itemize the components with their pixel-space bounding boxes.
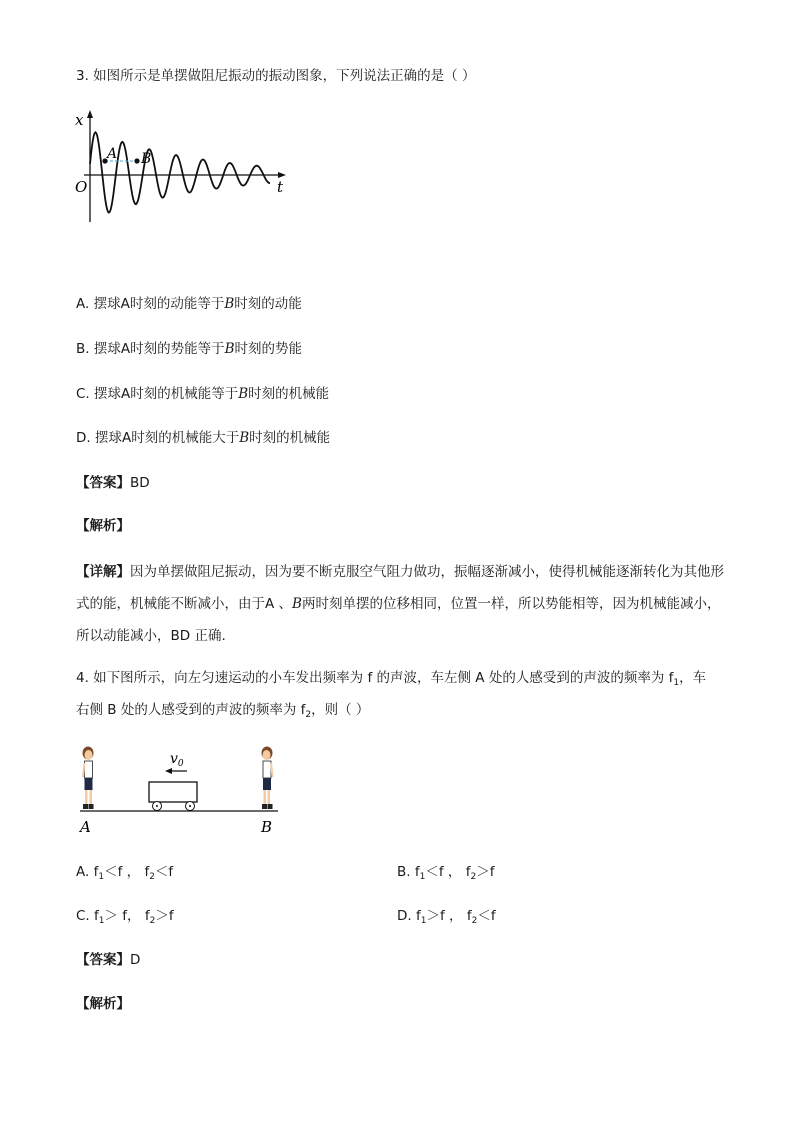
subscript: 1 — [673, 678, 680, 688]
x-axis-label: x — [75, 111, 84, 129]
detail-text: 因为单摆做阻尼振动，因为要不断克服空气阻力做功，振幅逐渐减小，使得机械能逐渐转化为其他形式的能，机械能不断减小，由于A 、 — [76, 564, 724, 612]
detail-text: 两时刻单摆的位移相同，位置一样，所以势能相等，因为机械能减小，所以动能减小，BD 正确. — [76, 596, 721, 644]
relation: ＜f ， — [104, 864, 141, 880]
q3-stem: 3. 如图所示是单摆做阻尼振动的振动图象，下列说法正确的是（ ） — [76, 68, 476, 84]
f-var: f — [466, 908, 472, 924]
subscript: 2 — [149, 916, 156, 926]
option-var: B — [224, 341, 235, 357]
q4-option-c[interactable] — [76, 906, 174, 931]
option-text: A. 摆球A时刻的动能等于 — [76, 296, 225, 312]
detail-var: B — [292, 596, 302, 612]
option-label: B. — [397, 864, 411, 880]
damped-oscillation-graph — [70, 108, 290, 226]
origin-label: O — [75, 178, 88, 196]
person-b-figure — [262, 747, 273, 810]
q4-option-b[interactable] — [397, 862, 494, 887]
subscript: 2 — [305, 710, 312, 720]
q3-option-d[interactable] — [76, 428, 330, 448]
subscript: 2 — [149, 872, 155, 882]
q4-option-d[interactable] — [397, 906, 496, 931]
t-axis-label: t — [277, 178, 284, 196]
answer-value: D — [130, 952, 141, 968]
option-label: D. — [397, 908, 412, 924]
f-var: f — [465, 864, 471, 880]
doppler-cart-figure — [70, 743, 288, 839]
subscript: 2 — [471, 916, 478, 926]
option-text: 时刻的动能 — [234, 296, 302, 312]
option-label: A. — [76, 864, 90, 880]
person-a-figure — [83, 747, 94, 810]
f-var: f — [144, 864, 150, 880]
subscript: 1 — [420, 916, 427, 926]
q4-stem-line1 — [76, 668, 706, 693]
point-b-label: B — [261, 818, 273, 836]
option-text: 时刻的机械能 — [249, 430, 331, 446]
q3-option-a[interactable] — [76, 294, 302, 314]
stem-text: ，车 — [679, 670, 707, 686]
subscript: 1 — [419, 872, 426, 882]
q3-analysis-tag: 【解析】 — [76, 518, 130, 534]
point-b-marker — [134, 158, 139, 163]
f-var: f — [93, 864, 99, 880]
velocity-label: $v_0$ — [170, 751, 184, 769]
point-b-label: B — [141, 151, 152, 167]
damped-curve — [90, 132, 270, 212]
relation: ＜f ， — [425, 864, 462, 880]
q4-analysis-tag: 【解析】 — [76, 996, 130, 1012]
relation: ＜f — [154, 864, 174, 880]
q4-answer — [76, 950, 140, 970]
answer-tag: 【答案】 — [76, 952, 130, 968]
option-text: D. 摆球A时刻的机械能大于 — [76, 430, 240, 446]
point-a-label: A — [107, 146, 118, 162]
relation: ＞f ， — [426, 908, 463, 924]
relation: ＞f — [476, 864, 495, 880]
q3-option-c[interactable] — [76, 384, 329, 404]
x-axis-arrow — [87, 110, 93, 118]
subscript: 2 — [470, 872, 477, 882]
option-text: C. 摆球A时刻的机械能等于 — [76, 386, 239, 402]
answer-value: BD — [130, 475, 150, 491]
option-var: B — [224, 296, 235, 312]
f-var: f — [415, 908, 421, 924]
q3-detail — [76, 556, 726, 652]
detail-tag: 【详解】 — [76, 564, 130, 580]
relation: ＞ f， — [104, 908, 141, 924]
f-var: f — [144, 908, 150, 924]
stem-text: ，则（ ） — [311, 702, 370, 718]
option-label: C. — [76, 908, 90, 924]
stem-text: 4. 如下图所示，向左匀速运动的小车发出频率为 f 的声波，车左侧 A 处的人感受到的声波的频率为 f — [76, 670, 674, 686]
stem-text: 右侧 B 处的人感受到的声波的频率为 f — [76, 702, 306, 718]
cart-body — [149, 782, 197, 802]
subscript: 1 — [98, 916, 105, 926]
option-text: 时刻的机械能 — [248, 386, 330, 402]
answer-tag: 【答案】 — [76, 475, 130, 491]
option-var: B — [238, 386, 249, 402]
q4-stem-line2 — [76, 700, 369, 725]
relation: ＜f — [477, 908, 496, 924]
f-var: f — [414, 864, 420, 880]
point-a-label: A — [80, 818, 91, 836]
velocity-arrowhead — [165, 768, 172, 774]
subscript: 1 — [98, 872, 105, 882]
q4-option-a[interactable] — [76, 862, 173, 887]
option-var: B — [239, 430, 250, 446]
relation: ＞f — [155, 908, 174, 924]
f-var: f — [94, 908, 99, 924]
q3-option-b[interactable] — [76, 339, 302, 359]
q3-answer — [76, 473, 150, 493]
option-text: 时刻的势能 — [234, 341, 303, 357]
option-text: B. 摆球A时刻的势能等于 — [76, 341, 225, 357]
